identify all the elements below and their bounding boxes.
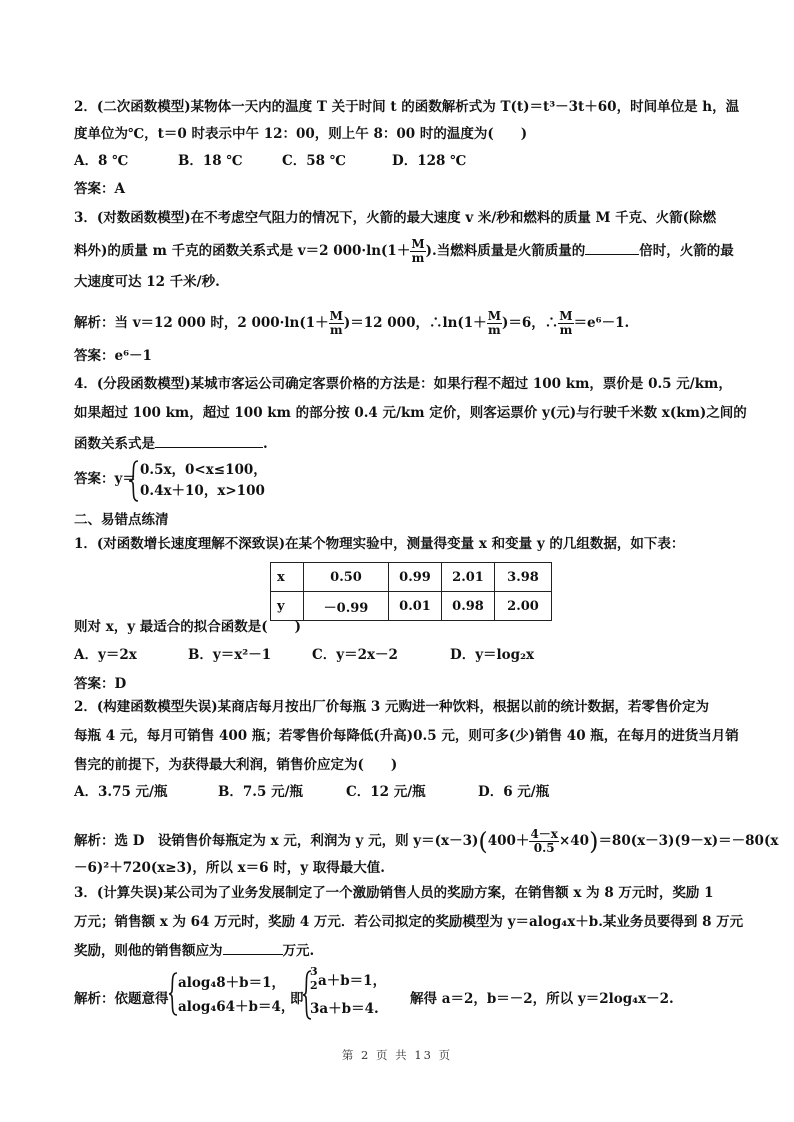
fraction-denominator: m	[411, 251, 425, 265]
s2-q2-line2: 每瓶 4 元，每月可销售 400 瓶；若零售价每降低(升高)0.5 元，则可多(少)销售 40 瓶，在每月的进货当月销	[74, 728, 739, 744]
q2-line2: 度单位为℃，t＝0 时表示中午 12：00，则上午 8：00 时的温度为( )	[74, 126, 528, 142]
s2-q1-option-a: A．y＝2x	[74, 647, 137, 663]
s2-q2-option-a: A．3.75 元/瓶	[74, 784, 168, 800]
q3-line1: 3．(对数函数模型)在不考虑空气阻力的情况下，火箭的最大速度 v 米/秒和燃料的质量 M 千克、火箭(除燃	[74, 210, 717, 226]
q4-case-1: 0.5x，0<x≤100，	[140, 462, 267, 478]
s2-q3-line3	[74, 940, 314, 961]
answer-blank	[585, 240, 639, 255]
s2-q3-line1: 3．(计算失误)某公司为了业务发展制定了一个激励销售人员的奖励方案，在销售额 x 为 8 万元时，奖励 1	[74, 885, 714, 901]
table-cell: 0.98	[442, 592, 495, 621]
page-footer: 第 2 页 共 13 页	[341, 1048, 453, 1062]
q3-fraction-m-over-m	[410, 238, 425, 265]
s2-q2-fraction	[529, 828, 559, 855]
q4-line2: 如果超过 100 km，超过 100 km 的部分按 0.4 元/km 定价，则客运票价 y(元)与行驶千米数 x(km)之间的	[74, 405, 747, 421]
fraction-denominator: 0.5	[533, 841, 555, 855]
brace-icon	[168, 972, 178, 1016]
s2-q3-line3-text-b: 万元.	[282, 943, 315, 959]
q3-jiexi	[74, 310, 629, 337]
data-table	[270, 562, 552, 621]
q4-line3: 函数关系式是 .	[74, 433, 268, 454]
table-cell: 2.00	[495, 592, 552, 621]
s2-q3-line2: 万元；销售额 x 为 64 万元时，奖励 4 万元．若公司拟定的奖励模型为 y＝alog₄x＋b.某业务员要得到 8 万元	[74, 914, 744, 930]
s2-q2-jiexi	[74, 828, 778, 855]
fraction-numerator: M	[487, 309, 501, 323]
s2-q3-system1-row1: alog₄8＋b＝1，	[178, 975, 285, 991]
section-title: 二、易错点练清	[74, 512, 169, 528]
s2-q3-line3-text-a: 奖励，则他的销售额应为	[74, 943, 223, 959]
q2-option-d: D．128 ℃	[392, 153, 467, 169]
q3-jiexi-fraction-2	[487, 310, 502, 337]
q2-option-c: C．58 ℃	[282, 153, 346, 169]
fraction-numerator: M	[411, 237, 425, 251]
s2-q3-result: 解得 a＝2，b＝－2，所以 y＝2log₄x－2.	[410, 991, 674, 1007]
fraction-numerator: M	[329, 309, 343, 323]
s2-q2-jiexi-line2: －6)²＋720(x≥3)，所以 x＝6 时，y 取得最大值.	[74, 860, 385, 876]
s2-q2-option-b: B．7.5 元/瓶	[218, 784, 304, 800]
fraction-denominator: m	[487, 323, 501, 337]
big-right-paren-icon: )	[589, 827, 599, 856]
q3-line2-text-b: ).当燃料质量是火箭质量的	[425, 243, 586, 259]
s2-q1-line1: 1．(对函数增长速度理解不深致误)在某个物理实验中，测量得变量 x 和变量 y 的几组数据，如下表：	[74, 536, 685, 552]
s2-q3-system2-denominator: 2	[310, 979, 318, 992]
table-cell: x	[271, 563, 304, 592]
s2-q1-option-c: C．y＝2x－2	[312, 647, 398, 663]
q2-line1: 2．(二次函数模型)某物体一天内的温度 T 关于时间 t 的函数解析式为 T(t)＝t³－3t＋60，时间单位是 h，温	[74, 99, 740, 115]
q3-jiexi-text-b: )＝12 000，∴ln(1＋	[343, 315, 487, 331]
s2-q1-line2: 则对 x，y 最适合的拟合函数是( )	[74, 619, 302, 635]
answer-blank	[155, 433, 263, 448]
table-row	[271, 563, 552, 592]
s2-q2-jiexi-inner-b: ×40	[558, 833, 590, 849]
s2-q2-line1: 2．(构建函数模型失误)某商店每月按出厂价每瓶 3 元购进一种饮料，根据以前的统计数据，若零售价定为	[74, 699, 709, 715]
table-cell: 0.50	[304, 563, 389, 592]
table-cell: 0.99	[389, 563, 442, 592]
table-cell: 3.98	[495, 563, 552, 592]
s2-q2-jiexi-inner-a: 400＋	[487, 833, 530, 849]
q3-jiexi-text-a: 解析：当 v＝12 000 时，2 000·ln(1＋	[74, 315, 329, 331]
table-cell: y	[271, 592, 304, 621]
s2-q3-jiexi-label: 解析：依题意得	[74, 991, 169, 1007]
table-row	[271, 592, 552, 621]
q3-jiexi-text-d: ＝e⁶－1.	[573, 315, 630, 331]
fraction-numerator: M	[559, 309, 573, 323]
q3-line2-text-a: 料外)的质量 m 千克的函数关系式是 v＝2 000·ln(1＋	[74, 243, 411, 259]
table-cell: －0.99	[304, 592, 389, 621]
s2-q1-option-d: D．y＝log₂x	[450, 647, 535, 663]
q4-line3-text: 函数关系式是	[74, 436, 155, 452]
q3-jiexi-fraction-1	[329, 310, 344, 337]
q4-case-2: 0.4x＋10，x>100	[140, 483, 265, 499]
q3-jiexi-fraction-3	[558, 310, 573, 337]
answer-blank	[223, 940, 283, 955]
q3-jiexi-text-c: )＝6，∴	[501, 315, 559, 331]
q2-answer: 答案：A	[74, 181, 125, 197]
fraction-numerator: 4－x	[530, 827, 558, 841]
q4-answer-label: 答案：y＝	[74, 471, 136, 487]
s2-q2-option-c: C．12 元/瓶	[346, 784, 426, 800]
table-cell: 0.01	[389, 592, 442, 621]
q2-option-b: B．18 ℃	[178, 153, 243, 169]
s2-q3-ji: 即	[290, 991, 304, 1007]
s2-q2-jiexi-text-a: 解析：选 D 设销售价每瓶定为 x 元，利润为 y 元，则 y＝(x－3)	[74, 833, 479, 849]
s2-q1-option-b: B．y＝x²－1	[188, 647, 272, 663]
s2-q3-system2-row1: a＋b＝1，	[318, 973, 387, 989]
q4-line1: 4．(分段函数模型)某城市客运公司确定客票价格的方法是：如果行程不超过 100 km，票价是 0.5 元/km，	[74, 376, 732, 392]
s2-q3-system1-row2: alog₄64＋b＝4，	[178, 999, 295, 1015]
s2-q2-jiexi-text-b: ＝80(x－3)(9－x)＝－80(x	[598, 833, 779, 849]
s2-q3-system2-numerator: 3	[310, 965, 318, 978]
q3-line2	[74, 238, 734, 265]
brace-icon	[128, 460, 140, 502]
fraction-denominator: m	[329, 323, 343, 337]
fraction-denominator: m	[559, 323, 573, 337]
s2-q1-answer: 答案：D	[74, 676, 127, 692]
s2-q2-line3: 售完的前提下，为获得最大利润，销售价应定为( )	[74, 757, 398, 773]
q3-line2-text-c: 倍时，火箭的最	[639, 243, 734, 259]
s2-q2-option-d: D．6 元/瓶	[478, 784, 550, 800]
table-cell: 2.01	[442, 563, 495, 592]
q3-line3: 大速度可达 12 千米/秒.	[74, 274, 220, 290]
s2-q3-system2-row2: 3a＋b＝4.	[310, 1001, 379, 1017]
big-left-paren-icon: (	[478, 827, 488, 856]
q2-option-a: A．8 ℃	[74, 153, 129, 169]
q3-answer: 答案：e⁶－1	[74, 348, 152, 364]
